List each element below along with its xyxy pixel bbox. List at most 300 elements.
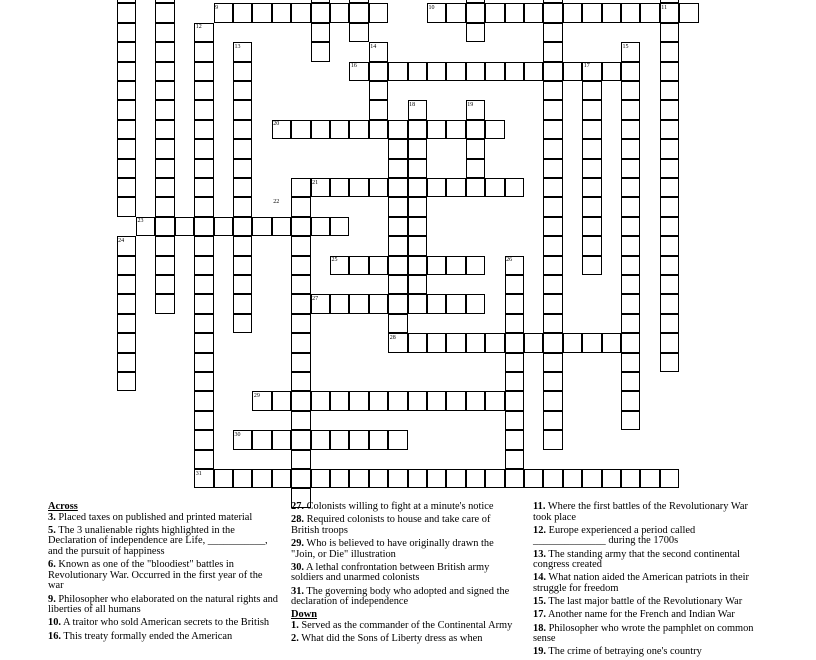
grid-cell[interactable] xyxy=(427,120,446,139)
grid-cell[interactable] xyxy=(194,411,213,430)
grid-cell[interactable] xyxy=(543,217,562,236)
grid-cell[interactable] xyxy=(621,62,640,81)
grid-cell[interactable] xyxy=(117,256,136,275)
grid-cell[interactable] xyxy=(155,42,174,61)
grid-cell[interactable] xyxy=(311,430,330,449)
grid-cell[interactable] xyxy=(660,0,679,3)
grid-cell[interactable] xyxy=(233,197,252,216)
grid-cell[interactable] xyxy=(621,81,640,100)
grid-cell[interactable] xyxy=(408,197,427,216)
grid-cell[interactable] xyxy=(466,159,485,178)
grid-cell[interactable] xyxy=(446,294,465,313)
grid-cell[interactable] xyxy=(524,333,543,352)
grid-cell[interactable] xyxy=(330,178,349,197)
grid-cell[interactable] xyxy=(543,23,562,42)
grid-cell[interactable] xyxy=(194,430,213,449)
grid-cell[interactable] xyxy=(408,178,427,197)
grid-cell[interactable] xyxy=(388,139,407,158)
grid-cell[interactable] xyxy=(408,275,427,294)
grid-cell[interactable] xyxy=(117,372,136,391)
grid-cell[interactable] xyxy=(543,0,562,3)
grid-cell[interactable] xyxy=(155,120,174,139)
grid-cell[interactable] xyxy=(524,62,543,81)
grid-cell[interactable] xyxy=(563,333,582,352)
grid-cell[interactable] xyxy=(543,256,562,275)
grid-cell[interactable] xyxy=(543,469,562,488)
grid-cell[interactable] xyxy=(621,391,640,410)
grid-cell[interactable] xyxy=(233,3,252,22)
grid-cell[interactable] xyxy=(155,62,174,81)
grid-cell[interactable] xyxy=(543,391,562,410)
grid-cell[interactable] xyxy=(446,178,465,197)
grid-cell[interactable] xyxy=(408,120,427,139)
grid-cell[interactable] xyxy=(582,333,601,352)
grid-cell[interactable] xyxy=(291,256,310,275)
grid-cell[interactable] xyxy=(505,3,524,22)
grid-cell[interactable] xyxy=(369,81,388,100)
grid-cell[interactable] xyxy=(505,178,524,197)
grid-cell[interactable] xyxy=(427,256,446,275)
grid-cell[interactable] xyxy=(155,236,174,255)
grid-cell[interactable] xyxy=(621,120,640,139)
grid-cell[interactable] xyxy=(621,372,640,391)
grid-cell[interactable] xyxy=(233,81,252,100)
grid-cell[interactable] xyxy=(272,430,291,449)
grid-cell[interactable] xyxy=(466,139,485,158)
grid-cell[interactable] xyxy=(369,430,388,449)
grid-cell[interactable] xyxy=(446,256,465,275)
grid-cell[interactable] xyxy=(311,391,330,410)
grid-cell[interactable] xyxy=(272,469,291,488)
grid-cell[interactable] xyxy=(194,217,213,236)
grid-cell[interactable] xyxy=(194,197,213,216)
grid-cell[interactable] xyxy=(252,3,271,22)
grid-cell[interactable] xyxy=(621,275,640,294)
grid-cell[interactable] xyxy=(505,314,524,333)
grid-cell[interactable] xyxy=(408,62,427,81)
grid-cell[interactable] xyxy=(505,372,524,391)
grid-cell[interactable] xyxy=(349,469,368,488)
grid-cell[interactable] xyxy=(291,391,310,410)
grid-cell[interactable] xyxy=(466,0,485,3)
grid-cell[interactable] xyxy=(117,275,136,294)
grid-cell[interactable] xyxy=(369,62,388,81)
grid-cell[interactable] xyxy=(291,217,310,236)
grid-cell[interactable] xyxy=(291,275,310,294)
grid-cell[interactable] xyxy=(369,294,388,313)
grid-cell[interactable] xyxy=(388,236,407,255)
grid-cell[interactable] xyxy=(117,178,136,197)
grid-cell[interactable] xyxy=(194,294,213,313)
grid-cell[interactable] xyxy=(640,469,659,488)
grid-cell[interactable] xyxy=(330,391,349,410)
grid-cell[interactable] xyxy=(117,120,136,139)
grid-cell[interactable] xyxy=(388,275,407,294)
grid-cell[interactable] xyxy=(117,3,136,22)
grid-cell[interactable] xyxy=(117,62,136,81)
grid-cell[interactable] xyxy=(466,23,485,42)
grid-cell[interactable] xyxy=(660,159,679,178)
grid-cell[interactable] xyxy=(505,353,524,372)
grid-cell[interactable] xyxy=(194,42,213,61)
grid-cell[interactable] xyxy=(660,139,679,158)
grid-cell[interactable] xyxy=(155,178,174,197)
grid-cell[interactable] xyxy=(660,81,679,100)
grid-cell[interactable] xyxy=(602,469,621,488)
grid-cell[interactable] xyxy=(388,391,407,410)
grid-cell[interactable] xyxy=(388,178,407,197)
grid-cell[interactable] xyxy=(252,430,271,449)
grid-cell[interactable] xyxy=(194,178,213,197)
grid-cell[interactable] xyxy=(602,3,621,22)
grid-cell[interactable] xyxy=(349,391,368,410)
grid-cell[interactable] xyxy=(485,391,504,410)
grid-cell[interactable] xyxy=(349,120,368,139)
grid-cell[interactable] xyxy=(446,3,465,22)
grid-cell[interactable] xyxy=(485,333,504,352)
grid-cell[interactable] xyxy=(408,333,427,352)
grid-cell[interactable] xyxy=(233,178,252,197)
grid-cell[interactable] xyxy=(388,159,407,178)
grid-cell[interactable] xyxy=(563,62,582,81)
grid-cell[interactable] xyxy=(233,314,252,333)
grid-cell[interactable] xyxy=(543,100,562,119)
grid-cell[interactable] xyxy=(291,294,310,313)
grid-cell[interactable] xyxy=(602,62,621,81)
grid-cell[interactable] xyxy=(194,333,213,352)
grid-cell[interactable] xyxy=(291,372,310,391)
grid-cell[interactable] xyxy=(233,159,252,178)
grid-cell[interactable] xyxy=(621,294,640,313)
grid-cell[interactable] xyxy=(369,178,388,197)
grid-cell[interactable] xyxy=(311,42,330,61)
grid-cell[interactable] xyxy=(485,178,504,197)
grid-cell[interactable] xyxy=(582,100,601,119)
grid-cell[interactable] xyxy=(408,236,427,255)
grid-cell[interactable] xyxy=(194,275,213,294)
grid-cell[interactable] xyxy=(621,314,640,333)
grid-cell[interactable] xyxy=(621,256,640,275)
grid-cell[interactable] xyxy=(621,217,640,236)
grid-cell[interactable] xyxy=(427,294,446,313)
grid-cell[interactable] xyxy=(543,294,562,313)
grid-cell[interactable] xyxy=(427,391,446,410)
grid-cell[interactable] xyxy=(505,391,524,410)
grid-cell[interactable] xyxy=(408,256,427,275)
grid-cell[interactable] xyxy=(194,100,213,119)
grid-cell[interactable] xyxy=(194,159,213,178)
grid-cell[interactable] xyxy=(155,23,174,42)
grid-cell[interactable] xyxy=(349,294,368,313)
grid-cell[interactable] xyxy=(660,469,679,488)
grid-cell[interactable] xyxy=(291,430,310,449)
grid-cell[interactable] xyxy=(505,411,524,430)
grid-cell[interactable] xyxy=(311,217,330,236)
grid-cell[interactable] xyxy=(194,256,213,275)
grid-cell[interactable] xyxy=(291,333,310,352)
grid-cell[interactable] xyxy=(214,217,233,236)
grid-cell[interactable] xyxy=(117,197,136,216)
grid-cell[interactable] xyxy=(582,159,601,178)
grid-cell[interactable] xyxy=(194,450,213,469)
grid-cell[interactable] xyxy=(582,236,601,255)
grid-cell[interactable] xyxy=(427,469,446,488)
grid-cell[interactable] xyxy=(524,469,543,488)
grid-cell[interactable] xyxy=(660,23,679,42)
grid-cell[interactable] xyxy=(408,469,427,488)
grid-cell[interactable] xyxy=(349,3,368,22)
grid-cell[interactable] xyxy=(291,120,310,139)
grid-cell[interactable] xyxy=(621,353,640,372)
grid-cell[interactable] xyxy=(505,294,524,313)
grid-cell[interactable] xyxy=(194,139,213,158)
grid-cell[interactable] xyxy=(117,42,136,61)
grid-cell[interactable] xyxy=(349,0,368,3)
grid-cell[interactable] xyxy=(252,469,271,488)
grid-cell[interactable] xyxy=(427,62,446,81)
grid-cell[interactable] xyxy=(388,314,407,333)
grid-cell[interactable] xyxy=(485,469,504,488)
grid-cell[interactable] xyxy=(388,430,407,449)
grid-cell[interactable] xyxy=(543,139,562,158)
grid-cell[interactable] xyxy=(388,120,407,139)
grid-cell[interactable] xyxy=(272,217,291,236)
grid-cell[interactable] xyxy=(660,236,679,255)
grid-cell[interactable] xyxy=(543,333,562,352)
grid-cell[interactable] xyxy=(563,469,582,488)
grid-cell[interactable] xyxy=(291,236,310,255)
grid-cell[interactable] xyxy=(155,81,174,100)
grid-cell[interactable] xyxy=(291,469,310,488)
grid-cell[interactable] xyxy=(155,197,174,216)
grid-cell[interactable] xyxy=(330,430,349,449)
grid-cell[interactable] xyxy=(155,256,174,275)
grid-cell[interactable] xyxy=(291,450,310,469)
grid-cell[interactable] xyxy=(582,197,601,216)
grid-cell[interactable] xyxy=(291,3,310,22)
grid-cell[interactable] xyxy=(446,120,465,139)
grid-cell[interactable] xyxy=(408,294,427,313)
grid-cell[interactable] xyxy=(582,120,601,139)
grid-cell[interactable] xyxy=(194,391,213,410)
grid-cell[interactable] xyxy=(233,236,252,255)
grid-cell[interactable] xyxy=(388,197,407,216)
grid-cell[interactable] xyxy=(291,178,310,197)
grid-cell[interactable] xyxy=(233,275,252,294)
grid-cell[interactable] xyxy=(505,333,524,352)
grid-cell[interactable] xyxy=(427,333,446,352)
grid-cell[interactable] xyxy=(543,42,562,61)
grid-cell[interactable] xyxy=(194,372,213,391)
grid-cell[interactable] xyxy=(524,3,543,22)
grid-cell[interactable] xyxy=(117,314,136,333)
grid-cell[interactable] xyxy=(194,353,213,372)
grid-cell[interactable] xyxy=(543,159,562,178)
grid-cell[interactable] xyxy=(214,469,233,488)
grid-cell[interactable] xyxy=(543,314,562,333)
grid-cell[interactable] xyxy=(117,23,136,42)
grid-cell[interactable] xyxy=(621,236,640,255)
grid-cell[interactable] xyxy=(233,294,252,313)
grid-cell[interactable] xyxy=(330,294,349,313)
grid-cell[interactable] xyxy=(349,23,368,42)
grid-cell[interactable] xyxy=(660,62,679,81)
grid-cell[interactable] xyxy=(621,3,640,22)
grid-cell[interactable] xyxy=(660,275,679,294)
grid-cell[interactable] xyxy=(660,256,679,275)
grid-cell[interactable] xyxy=(466,333,485,352)
grid-cell[interactable] xyxy=(466,178,485,197)
grid-cell[interactable] xyxy=(446,62,465,81)
grid-cell[interactable] xyxy=(485,120,504,139)
grid-cell[interactable] xyxy=(660,197,679,216)
grid-cell[interactable] xyxy=(660,353,679,372)
grid-cell[interactable] xyxy=(330,3,349,22)
grid-cell[interactable] xyxy=(582,217,601,236)
grid-cell[interactable] xyxy=(233,469,252,488)
grid-cell[interactable] xyxy=(349,256,368,275)
grid-cell[interactable] xyxy=(117,353,136,372)
grid-cell[interactable] xyxy=(117,333,136,352)
grid-cell[interactable] xyxy=(505,450,524,469)
grid-cell[interactable] xyxy=(505,275,524,294)
grid-cell[interactable] xyxy=(388,294,407,313)
grid-cell[interactable] xyxy=(466,391,485,410)
grid-cell[interactable] xyxy=(155,159,174,178)
grid-cell[interactable] xyxy=(408,391,427,410)
grid-cell[interactable] xyxy=(679,3,698,22)
grid-cell[interactable] xyxy=(291,353,310,372)
grid-cell[interactable] xyxy=(311,23,330,42)
grid-cell[interactable] xyxy=(563,3,582,22)
grid-cell[interactable] xyxy=(466,3,485,22)
grid-cell[interactable] xyxy=(582,178,601,197)
grid-cell[interactable] xyxy=(660,294,679,313)
grid-cell[interactable] xyxy=(602,333,621,352)
grid-cell[interactable] xyxy=(272,391,291,410)
grid-cell[interactable] xyxy=(466,469,485,488)
grid-cell[interactable] xyxy=(621,333,640,352)
grid-cell[interactable] xyxy=(369,256,388,275)
grid-cell[interactable] xyxy=(311,120,330,139)
grid-cell[interactable] xyxy=(408,217,427,236)
grid-cell[interactable] xyxy=(233,139,252,158)
grid-cell[interactable] xyxy=(582,469,601,488)
grid-cell[interactable] xyxy=(543,236,562,255)
grid-cell[interactable] xyxy=(408,139,427,158)
grid-cell[interactable] xyxy=(291,411,310,430)
grid-cell[interactable] xyxy=(543,178,562,197)
grid-cell[interactable] xyxy=(117,100,136,119)
grid-cell[interactable] xyxy=(660,100,679,119)
grid-cell[interactable] xyxy=(621,197,640,216)
grid-cell[interactable] xyxy=(291,197,310,216)
grid-cell[interactable] xyxy=(621,178,640,197)
grid-cell[interactable] xyxy=(466,256,485,275)
grid-cell[interactable] xyxy=(311,3,330,22)
grid-cell[interactable] xyxy=(369,391,388,410)
grid-cell[interactable] xyxy=(369,120,388,139)
grid-cell[interactable] xyxy=(582,81,601,100)
grid-cell[interactable] xyxy=(621,100,640,119)
grid-cell[interactable] xyxy=(233,62,252,81)
grid-cell[interactable] xyxy=(194,81,213,100)
grid-cell[interactable] xyxy=(194,236,213,255)
grid-cell[interactable] xyxy=(582,256,601,275)
grid-cell[interactable] xyxy=(369,3,388,22)
grid-cell[interactable] xyxy=(330,217,349,236)
grid-cell[interactable] xyxy=(349,430,368,449)
grid-cell[interactable] xyxy=(233,217,252,236)
grid-cell[interactable] xyxy=(640,3,659,22)
grid-cell[interactable] xyxy=(233,100,252,119)
grid-cell[interactable] xyxy=(446,333,465,352)
grid-cell[interactable] xyxy=(505,62,524,81)
grid-cell[interactable] xyxy=(446,469,465,488)
grid-cell[interactable] xyxy=(194,314,213,333)
grid-cell[interactable] xyxy=(408,159,427,178)
grid-cell[interactable] xyxy=(543,430,562,449)
grid-cell[interactable] xyxy=(369,469,388,488)
grid-cell[interactable] xyxy=(660,178,679,197)
grid-cell[interactable] xyxy=(427,178,446,197)
grid-cell[interactable] xyxy=(388,256,407,275)
grid-cell[interactable] xyxy=(543,197,562,216)
grid-cell[interactable] xyxy=(621,159,640,178)
grid-cell[interactable] xyxy=(155,217,174,236)
grid-cell[interactable] xyxy=(660,314,679,333)
grid-cell[interactable] xyxy=(621,139,640,158)
grid-cell[interactable] xyxy=(466,294,485,313)
grid-cell[interactable] xyxy=(252,217,271,236)
grid-cell[interactable] xyxy=(485,3,504,22)
grid-cell[interactable] xyxy=(175,217,194,236)
grid-cell[interactable] xyxy=(543,372,562,391)
grid-cell[interactable] xyxy=(660,333,679,352)
grid-cell[interactable] xyxy=(369,100,388,119)
grid-cell[interactable] xyxy=(660,42,679,61)
grid-cell[interactable] xyxy=(194,120,213,139)
grid-cell[interactable] xyxy=(330,469,349,488)
grid-cell[interactable] xyxy=(543,62,562,81)
grid-cell[interactable] xyxy=(155,275,174,294)
grid-cell[interactable] xyxy=(505,469,524,488)
grid-cell[interactable] xyxy=(291,314,310,333)
grid-cell[interactable] xyxy=(543,81,562,100)
grid-cell[interactable] xyxy=(233,256,252,275)
grid-cell[interactable] xyxy=(233,120,252,139)
grid-cell[interactable] xyxy=(582,3,601,22)
grid-cell[interactable] xyxy=(117,139,136,158)
grid-cell[interactable] xyxy=(349,178,368,197)
grid-cell[interactable] xyxy=(660,217,679,236)
grid-cell[interactable] xyxy=(660,120,679,139)
grid-cell[interactable] xyxy=(543,275,562,294)
grid-cell[interactable] xyxy=(466,120,485,139)
grid-cell[interactable] xyxy=(466,62,485,81)
grid-cell[interactable] xyxy=(388,217,407,236)
grid-cell[interactable] xyxy=(117,294,136,313)
grid-cell[interactable] xyxy=(155,294,174,313)
grid-cell[interactable] xyxy=(582,139,601,158)
grid-cell[interactable] xyxy=(388,469,407,488)
grid-cell[interactable] xyxy=(330,120,349,139)
grid-cell[interactable] xyxy=(117,159,136,178)
grid-cell[interactable] xyxy=(543,120,562,139)
grid-cell[interactable] xyxy=(311,469,330,488)
grid-cell[interactable] xyxy=(117,81,136,100)
grid-cell[interactable] xyxy=(311,0,330,3)
